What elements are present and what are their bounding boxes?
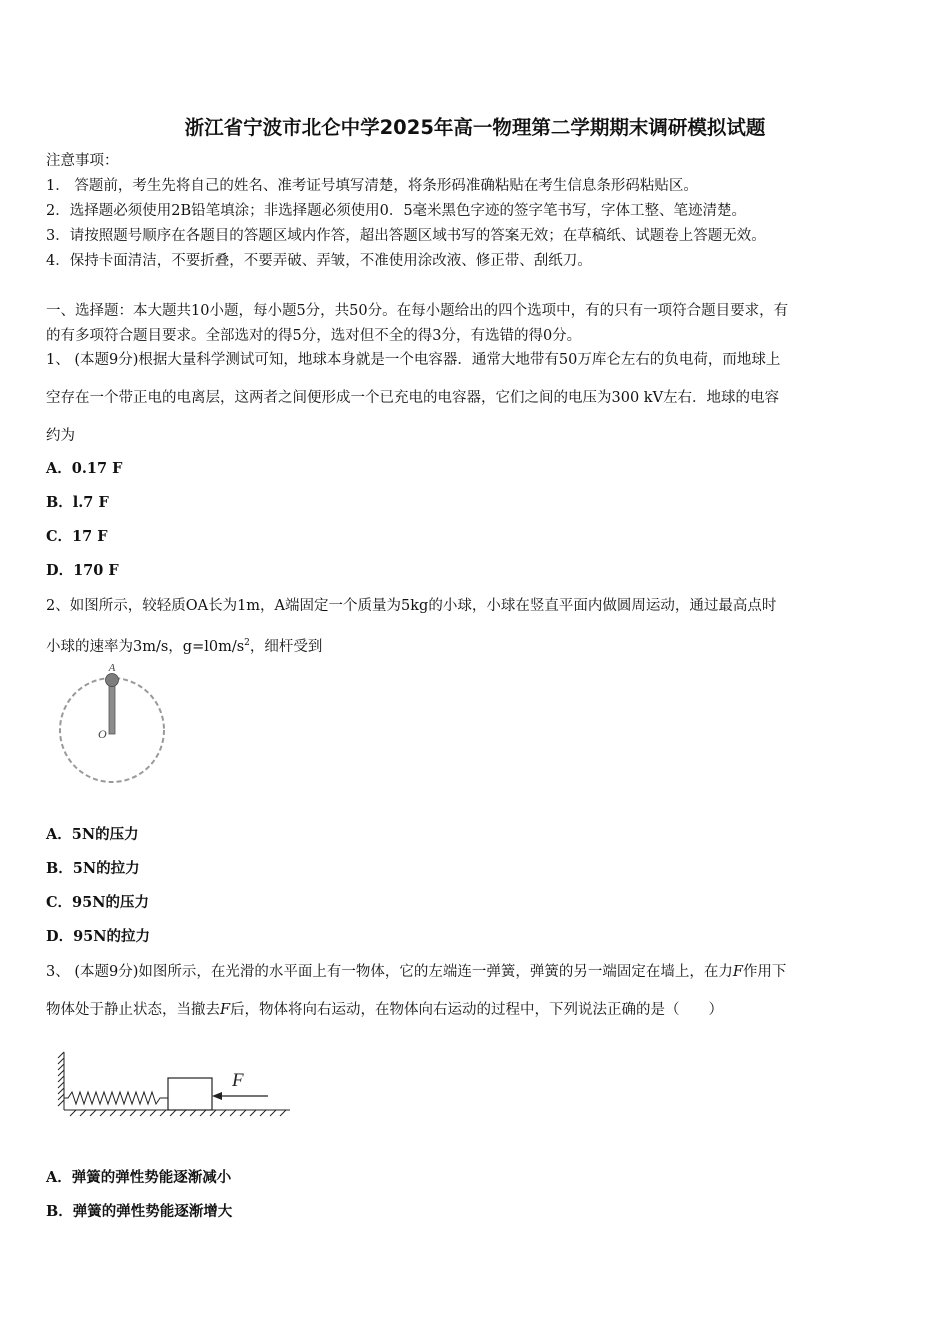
point-a-label: A [108, 662, 116, 674]
q2-stem-line-1: 2、如图所示，较轻质OA长为1m，A端固定一个质量为5kg的小球，小球在竖直平面内做圆周运动，通过最高点时 [46, 598, 777, 614]
circular-motion-figure [52, 660, 172, 788]
q2-option-a: A．5N的压力 [46, 826, 139, 843]
page-title: 浙江省宁波市北仑中学2025年高一物理第二学期期末调研模拟试题 [184, 116, 766, 139]
q1-option-a: A．0.17 F [46, 460, 123, 477]
q3-stem-line-1-text: 3、 (本题9分)如图所示，在光滑的水平面上有一物体，它的左端连一弹簧，弹簧的另一端固定在墙上，在力 [46, 964, 733, 980]
q1-stem-line-3: 约为 [46, 428, 75, 444]
q1-option-d: D．170 F [46, 562, 119, 579]
q2-stem-superscript: 2 [244, 638, 250, 648]
q3-force-symbol-2: F [220, 1002, 231, 1018]
q3-stem-line-1 [46, 963, 906, 981]
q2-stem-line-2-text: 小球的速率为3m/s，g=l0m/s [46, 638, 245, 655]
q3-force-symbol: F [732, 964, 743, 980]
spring-block-figure [56, 1048, 296, 1120]
q3-stem-line-1-end: 作用下 [742, 964, 787, 980]
section-instructions-line-1: 一、选择题：本大题共10小题，每小题5分，共50分。在每小题给出的四个选项中，有的只有一项符合题目要求，有 [46, 303, 789, 319]
floor [64, 1110, 290, 1116]
q2-stem-line-2 [46, 634, 906, 656]
q3-option-b: B．弹簧的弹性势能逐渐增大 [46, 1203, 233, 1220]
notes-item-4: 4．保持卡面清洁，不要折叠，不要弄破、弄皱，不准使用涂改液、修正带、刮纸刀。 [46, 253, 592, 269]
point-o-label: O [98, 727, 107, 741]
ball [106, 674, 119, 687]
q2-option-c: C．95N的压力 [46, 894, 149, 911]
wall [58, 1052, 64, 1110]
q2-stem-line-2-end: ，细杆受到 [249, 638, 323, 655]
notes-item-3: 3．请按照题号顺序在各题目的答题区域内作答，超出答题区域书写的答案无效；在草稿纸、试题卷上答题无效。 [46, 228, 766, 244]
q3-stem-line-2 [46, 1001, 906, 1019]
q1-option-b: B．l.7 F [46, 494, 109, 511]
notes-item-1: 1． 答题前，考生先将自己的姓名、准考证号填写清楚，将条形码准确粘贴在考生信息条形码粘贴区。 [46, 178, 698, 194]
q2-option-b: B．5N的拉力 [46, 860, 140, 877]
q2-option-d: D．95N的拉力 [46, 928, 151, 945]
spring [64, 1092, 168, 1104]
q3-option-a: A．弹簧的弹性势能逐渐减小 [46, 1169, 232, 1186]
notes-heading: 注意事项： [46, 153, 119, 169]
q3-stem-line-2-end: 后，物体将向右运动，在物体向右运动的过程中，下列说法正确的是（ ） [230, 1002, 724, 1018]
force-arrowhead [212, 1092, 222, 1100]
q1-stem-line-1: 1、 (本题9分)根据大量科学测试可知，地球本身就是一个电容器．通常大地带有50万库仑左右的负电荷，而地球上 [46, 352, 781, 368]
q1-stem-line-2: 空存在一个带正电的电离层，这两者之间便形成一个已充电的电容器，它们之间的电压为300 kV左右．地球的电容 [46, 390, 780, 406]
force-label: F [232, 1070, 244, 1091]
notes-item-2: 2．选择题必须使用2B铅笔填涂；非选择题必须使用0．5毫米黑色字迹的签字笔书写，字体工整、笔迹清楚。 [46, 203, 747, 219]
block [168, 1078, 212, 1110]
light-rod [109, 682, 115, 734]
q3-stem-line-2-text: 物体处于静止状态，当撤去 [46, 1002, 220, 1018]
section-instructions-line-2: 的有多项符合题目要求。全部选对的得5分，选对但不全的得3分，有选错的得0分。 [46, 328, 582, 344]
q1-option-c: C．17 F [46, 528, 108, 545]
